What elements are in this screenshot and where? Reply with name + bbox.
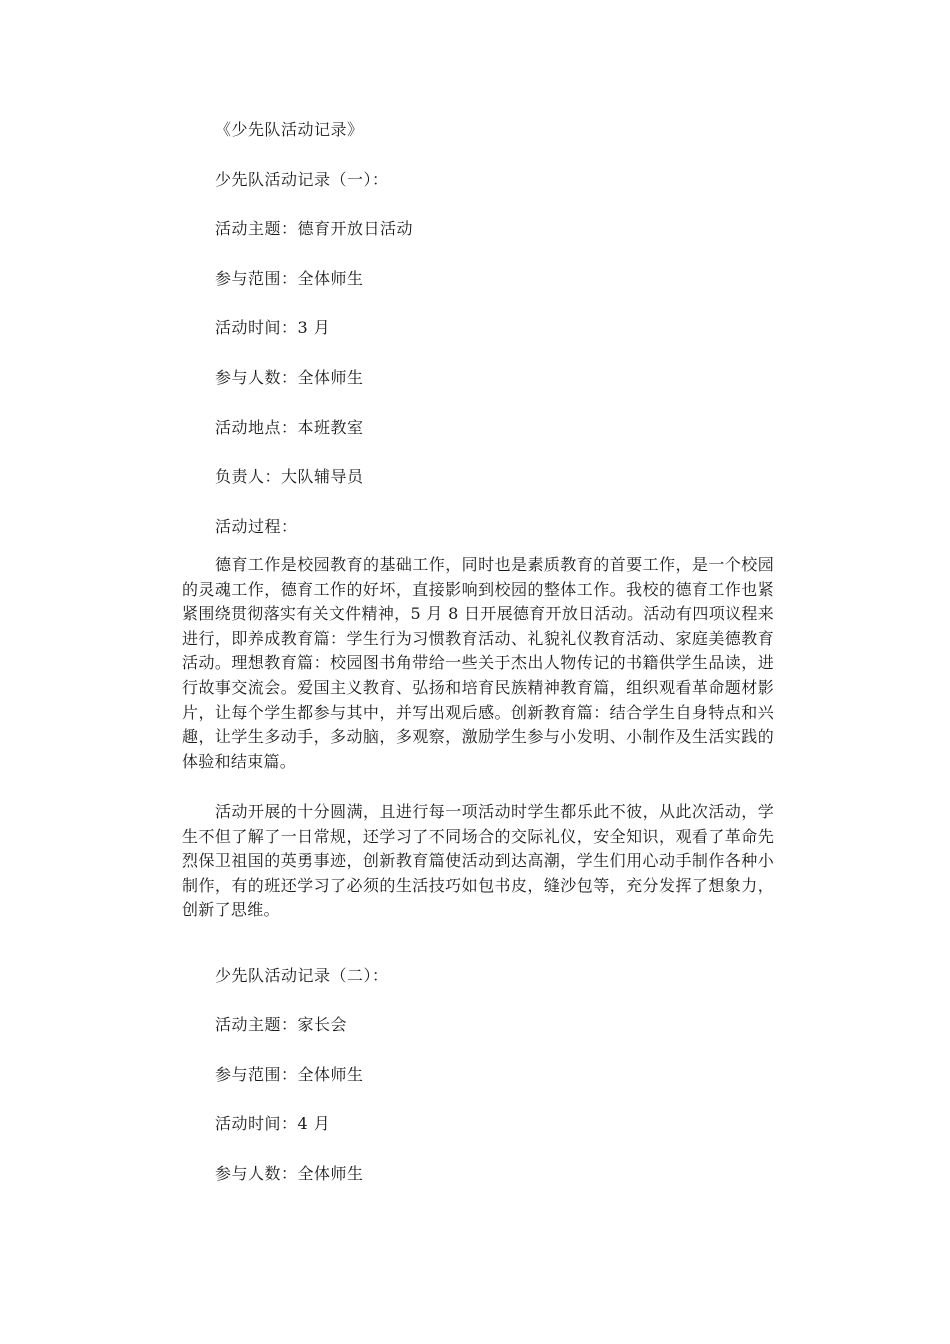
record-2-theme: 活动主题：家长会 <box>215 1015 348 1034</box>
document-title: 《少先队活动记录》 <box>215 120 364 139</box>
record-2-scope: 参与范围：全体师生 <box>215 1065 364 1084</box>
record-1-paragraph-1: 德育工作是校园教育的基础工作，同时也是素质教育的首要工作，是一个校园的灵魂工作，德育工作的好坏，直接影响到校园的整体工作。我校的德育工作也紧紧围绕贯彻落实有关文件精神，5 月 8 日开展德育开放日活动。活动有四项议程来进行，即养成教育篇：学生行为习惯教育活动、礼貌礼仪教育活动、家庭美德教育活动。理想教育篇：校园图书角带给一些关于杰出人物传记的书籍供学生品读，进行故事交流会。爱国主义教育、弘扬和培育民族精神教育篇，组织观看革命题材影片，让每个学生都参与其中，并写出观后感。创新教育篇：结合学生自身特点和兴趣，让学生多动手，多动脑，多观察，激励学生参与小发明、小制作及生活实践的体验和结束篇。 <box>182 555 774 771</box>
record-2-time: 活动时间：4 月 <box>215 1114 331 1133</box>
record-1-scope: 参与范围：全体师生 <box>215 269 364 288</box>
record-1-participants: 参与人数：全体师生 <box>215 368 364 387</box>
record-1-leader: 负责人：大队辅导员 <box>215 467 364 486</box>
record-1-paragraph-2: 活动开展的十分圆满，且进行每一项活动时学生都乐此不彼，从此次活动，学生不但了解了一日常规，还学习了不同场合的交际礼仪，安全知识，观看了革命先烈保卫祖国的英勇事迹，创新教育篇使活动到达高潮，学生们用心动手制作各种小制作，有的班还学习了必须的生活技巧如包书皮，缝沙包等，充分发挥了想象力，创新了思维。 <box>182 802 774 920</box>
record-1-theme: 活动主题：德育开放日活动 <box>215 219 414 238</box>
record-1-location: 活动地点：本班教室 <box>215 418 364 437</box>
record-1-heading: 少先队活动记录（一）： <box>215 170 389 189</box>
record-1-time: 活动时间：3 月 <box>215 318 331 337</box>
record-2-heading: 少先队活动记录（二）： <box>215 966 389 985</box>
record-2-participants: 参与人数：全体师生 <box>215 1164 364 1183</box>
record-1-process-label: 活动过程： <box>215 517 298 536</box>
